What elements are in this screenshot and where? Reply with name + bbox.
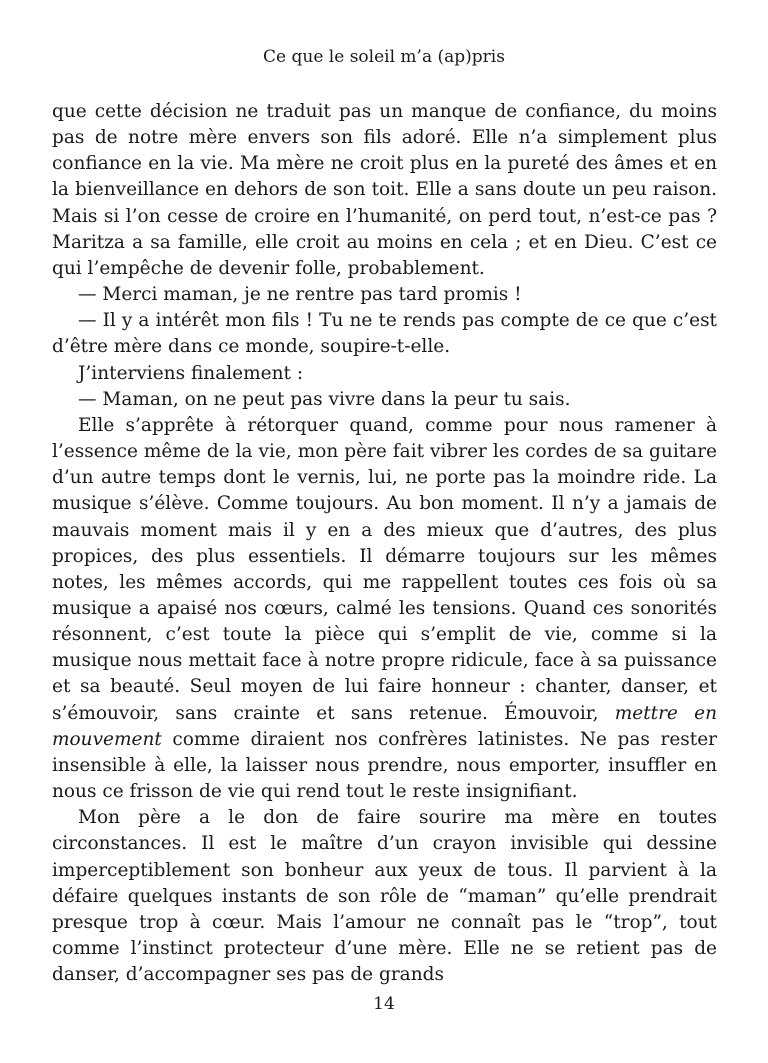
body-text [52, 99, 717, 988]
running-header: Ce que le soleil m’a (ap)pris [263, 47, 505, 67]
dialogue-line: — Maman, on ne peut pas vivre dans la peur tu sais. [78, 388, 571, 410]
dialogue-line: — Il y a intérêt mon fils ! Tu ne te rends pas compte de ce que c’est d’être mère dans ce monde, soupire-t-elle. [52, 310, 717, 358]
paragraph: Mon père a le don de faire sourire ma mère en toutes circonstances. Il est le maître d’un crayon invisible qui dessine imperceptiblement son bonheur aux yeux de tous. Il parvient à la défaire quelques instants de son rôle de “maman” qu’elle prendrait presque trop à cœur. Mais l’amour ne connaît pas le “trop”, tout comme l’instinct protecteur d’une mère. Elle ne se retient pas de danser, d’accompagner ses pas de grands [52, 807, 717, 986]
paragraph-continuation: que cette décision ne traduit pas un manque de confiance, du moins pas de notre mère envers son fils adoré. Elle n’a simplement plus confiance en la vie. Ma mère ne croit plus en la pureté des âmes et en la bienveillance en dehors de son toit. Elle a sans doute un peu raison. Mais si l’on cesse de croire en l’humanité, on perd tout, n’est-ce pas ? Maritza a sa famille, elle croit au moins en cela ; et en Dieu. C’est ce qui l’empêche de devenir folle, probablement. [52, 101, 717, 279]
paragraph-text: comme diraient nos confrères latinistes. Ne pas rester insensible à elle, la laisser nous prendre, nous emporter, insuffler en nous ce frisson de vie qui rend tout le reste insignifiant. [52, 728, 717, 803]
page-number: 14 [373, 994, 395, 1014]
dialogue-line: — Merci maman, je ne rentre pas tard promis ! [78, 284, 522, 306]
italic-phrase: mettre en mouvement [52, 702, 717, 750]
paragraph [52, 413, 717, 805]
paragraph-text: Elle s’apprête à rétorquer quand, comme pour nous ramener à l’essence même de la vie, mon père fait vibrer les cordes de sa guitare d’un autre temps dont le vernis, lui, ne porte pas la moindre ride. La musique s’élève. Comme toujours. Au bon moment. Il n’y a jamais de mauvais moment mais il y en a des mieux que d’autres, des plus propices, des plus essentiels. Il démarre toujours sur les mêmes notes, les mêmes accords, qui me rappellent toutes ces fois où sa musique a apaisé nos cœurs, calmé les tensions. Quand ces sonorités résonnent, c’est toute la pièce qui s’emplit de vie, comme si la musique nous mettait face à notre propre ridicule, face à sa puissance et sa beauté. Seul moyen de lui faire honneur : chanter, danser, et s’émouvoir, sans crainte et sans retenue. Émouvoir, [52, 414, 717, 724]
narration-line: J’interviens finalement : [78, 362, 304, 384]
